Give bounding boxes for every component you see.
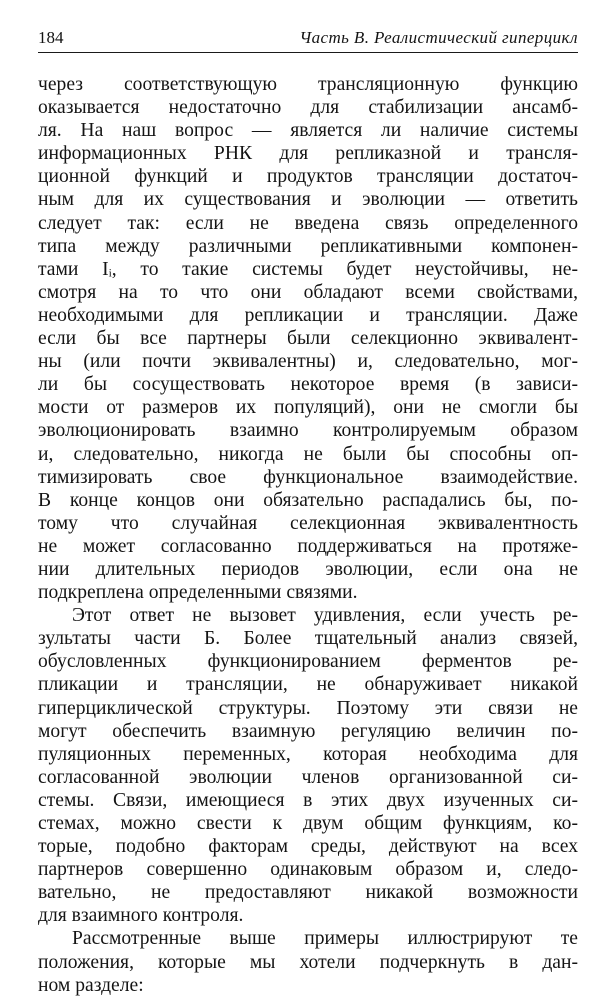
text-line: ны (или почти эквивалентны) и, следовательно, мог- bbox=[38, 351, 578, 373]
text-line: смотря на то что они обладают всеми свойствами, bbox=[38, 281, 578, 303]
page-number: 184 bbox=[38, 28, 64, 47]
text-line: оказывается недостаточно для стабилизации ансамб- bbox=[38, 97, 578, 119]
text-line: и, следовательно, никогда не были бы способны оп- bbox=[38, 443, 578, 465]
text-line: тами Iᵢ, то такие системы будет неустойчивы, не- bbox=[38, 258, 578, 280]
text-line: тимизировать свое функциональное взаимодействие. bbox=[38, 466, 578, 488]
text-line: необходимыми для репликации и трансляции. Даже bbox=[38, 304, 578, 326]
text-line: стемах, можно свести к двум общим функциям, ко- bbox=[38, 813, 578, 834]
text-line: нии длительных периодов эволюции, если она не bbox=[38, 558, 578, 580]
text-line: через соответствующую трансляционную функцию bbox=[38, 74, 578, 95]
book-page bbox=[38, 24, 578, 997]
running-title: Часть В. Реалистический гиперцикл bbox=[299, 28, 578, 47]
text-line: обусловленных функционированием ферментов ре- bbox=[38, 651, 578, 673]
text-line: вательно, не предоставляют никакой возможности bbox=[38, 882, 578, 904]
text-line: эволюционировать взаимно контролируемым образом bbox=[38, 420, 578, 442]
text-line: информационных РНК для репликазной и трансля- bbox=[38, 143, 578, 165]
text-line: типа между различными репликативными компонен- bbox=[38, 235, 578, 257]
text-line: ном разделе: bbox=[38, 974, 144, 996]
text-line: Рассмотренные выше примеры иллюстрируют те bbox=[72, 928, 578, 950]
text-line: торые, подобно факторам среды, действуют на всех bbox=[38, 836, 578, 858]
text-line: партнеров совершенно одинаковым образом и, следо- bbox=[38, 859, 578, 881]
paragraph bbox=[38, 927, 578, 996]
text-line: ным для их существования и эволюции — ответить bbox=[38, 189, 578, 211]
body-text bbox=[38, 73, 578, 997]
text-line: пликации и трансляции, не обнаруживает никакой bbox=[38, 674, 578, 696]
text-line: Этот ответ не вызовет удивления, если учесть ре- bbox=[72, 605, 578, 627]
text-line: ционной функций и продуктов трансляции достаточ- bbox=[38, 166, 578, 188]
text-line: согласованной эволюции членов организованной си- bbox=[38, 766, 578, 788]
text-line: гиперциклической структуры. Поэтому эти связи не bbox=[38, 697, 578, 719]
text-line: мости от размеров их популяций), они не смогли бы bbox=[38, 397, 578, 419]
text-line: В конце концов они обязательно распадались бы, по- bbox=[38, 489, 578, 511]
text-line: ли бы сосуществовать некоторое время (в зависи- bbox=[38, 374, 578, 396]
text-line: не может согласованно поддерживаться на протяже- bbox=[38, 535, 578, 557]
text-line: тому что случайная селекционная эквивалентность bbox=[38, 512, 578, 534]
text-line: положения, которые мы хотели подчеркнуть в дан- bbox=[38, 951, 578, 973]
text-line: подкреплена определенными связями. bbox=[38, 582, 358, 604]
text-line: следует так: если не введена связь определенного bbox=[38, 212, 578, 234]
text-line: зультаты части Б. Более тщательный анализ связей, bbox=[38, 628, 578, 650]
paragraph bbox=[38, 73, 578, 604]
text-line: пуляционных переменных, которая необходима для bbox=[38, 743, 578, 765]
running-header bbox=[38, 24, 578, 53]
text-line: стемы. Связи, имеющиеся в этих двух изученных си- bbox=[38, 789, 578, 811]
text-line: ля. На наш вопрос — является ли наличие системы bbox=[38, 120, 578, 142]
text-line: могут обеспечить взаимную регуляцию величин по- bbox=[38, 720, 578, 742]
paragraph bbox=[38, 604, 578, 927]
text-line: если бы все партнеры были селекционно эквивалент- bbox=[38, 328, 578, 350]
text-line: для взаимного контроля. bbox=[38, 905, 244, 927]
